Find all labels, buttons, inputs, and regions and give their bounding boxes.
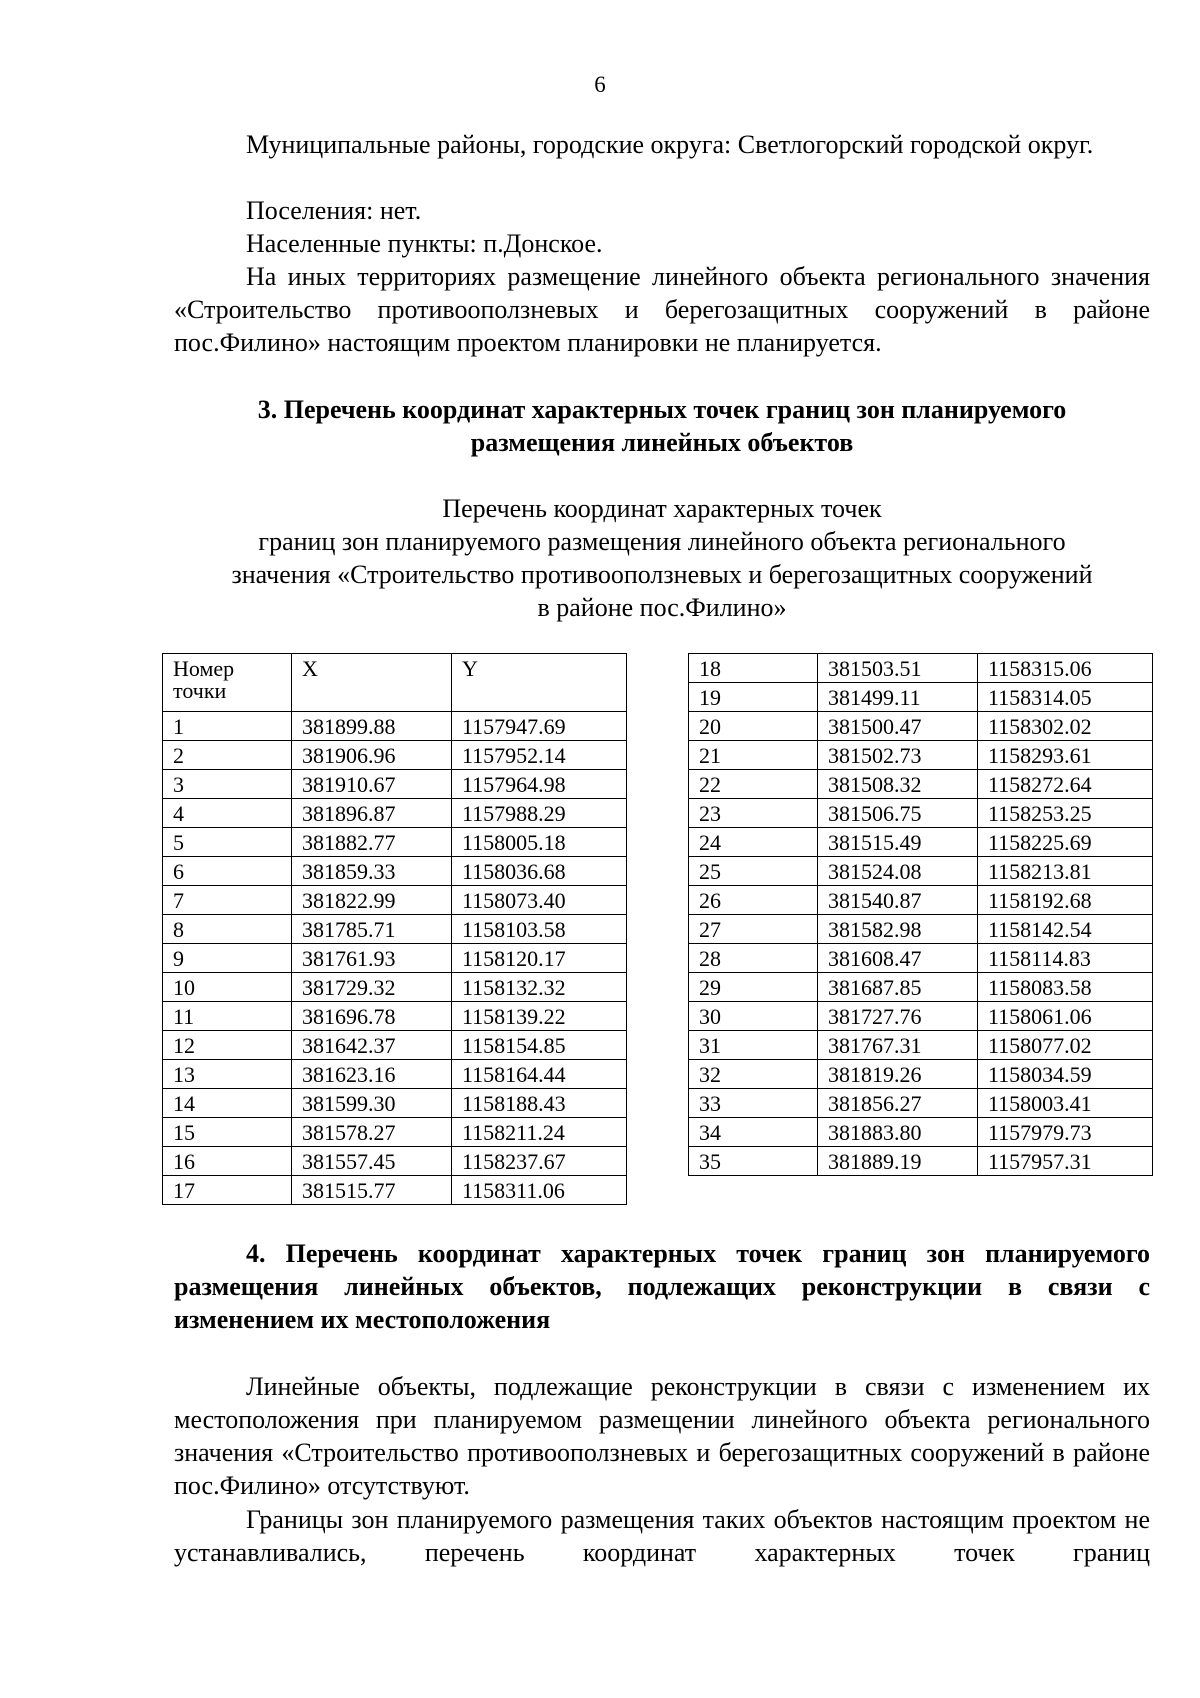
point-number-cell: 32 — [689, 1060, 818, 1089]
point-number-cell: 10 — [163, 973, 292, 1002]
point-number-cell: 26 — [689, 886, 818, 915]
table-caption-line4: в районе пос.Филино» — [537, 593, 787, 622]
table-row — [163, 944, 627, 973]
intro-municipal-districts: Муниципальные районы, городские округа: Светлогорский городской округ. — [246, 130, 1094, 159]
table-row — [163, 886, 627, 915]
section3-heading-line2: размещения линейных объектов — [470, 428, 854, 457]
point-number-cell: 15 — [163, 1118, 292, 1147]
point-number-cell: 7 — [163, 886, 292, 915]
x-cell: 381506.75 — [818, 799, 978, 828]
section4-paragraph-2: Границы зон планируемого размещения таких объектов настоящим проектом не устанавливались, перечень координат характерных точек границ — [174, 1505, 1150, 1567]
x-cell: 381508.32 — [818, 770, 978, 799]
x-cell: 381582.98 — [818, 915, 978, 944]
table-row — [689, 915, 1153, 944]
point-number-cell: 4 — [163, 799, 292, 828]
x-cell: 381896.87 — [292, 799, 452, 828]
table-caption-line3: значения «Строительство противооползневых и берегозащитных сооружений — [231, 560, 1093, 589]
table-row — [163, 1118, 627, 1147]
table-row — [163, 1089, 627, 1118]
point-number-cell: 29 — [689, 973, 818, 1002]
y-cell: 1158154.85 — [452, 1031, 627, 1060]
point-number-cell: 35 — [689, 1147, 818, 1176]
point-number-cell: 25 — [689, 857, 818, 886]
table-row — [163, 741, 627, 770]
x-cell: 381578.27 — [292, 1118, 452, 1147]
table-row — [163, 828, 627, 857]
y-cell: 1158034.59 — [978, 1060, 1153, 1089]
x-cell: 381642.37 — [292, 1031, 452, 1060]
y-cell: 1158314.05 — [978, 683, 1153, 712]
table-row — [689, 973, 1153, 1002]
point-number-cell: 24 — [689, 828, 818, 857]
header-point-number: Номер точки — [163, 654, 292, 712]
point-number-cell: 13 — [163, 1060, 292, 1089]
x-cell: 381727.76 — [818, 1002, 978, 1031]
table-caption — [174, 492, 1150, 624]
section4-heading: 4. Перечень координат характерных точек границ зон планируемого размещения линейных объектов, подлежащих реконструкции в связи с изменением их местоположения — [174, 1239, 1150, 1334]
y-cell: 1158077.02 — [978, 1031, 1153, 1060]
y-cell: 1157957.31 — [978, 1147, 1153, 1176]
y-cell: 1158083.58 — [978, 973, 1153, 1002]
section3-heading — [174, 393, 1150, 459]
section3-heading-line1: 3. Перечень координат характерных точек границ зон планируемого — [257, 395, 1067, 424]
y-cell: 1158005.18 — [452, 828, 627, 857]
y-cell: 1158132.32 — [452, 973, 627, 1002]
y-cell: 1158272.64 — [978, 770, 1153, 799]
header-x: X — [292, 654, 452, 712]
x-cell: 381906.96 — [292, 741, 452, 770]
point-number-cell: 9 — [163, 944, 292, 973]
table-row — [163, 712, 627, 741]
section4-paragraph-1: Линейные объекты, подлежащие реконструкции в связи с изменением их местоположения при планируемом размещении линейного объекта регионального значения «Строительство противооползневых и берегозащитных сооружений в районе пос.Филино» отсутствуют. — [174, 1372, 1150, 1500]
point-number-cell: 22 — [689, 770, 818, 799]
table-row — [689, 1089, 1153, 1118]
x-cell: 381856.27 — [818, 1089, 978, 1118]
table-row — [689, 828, 1153, 857]
table-row — [163, 915, 627, 944]
x-cell: 381729.32 — [292, 973, 452, 1002]
table-row — [689, 1031, 1153, 1060]
x-cell: 381515.49 — [818, 828, 978, 857]
table-row — [689, 857, 1153, 886]
x-cell: 381599.30 — [292, 1089, 452, 1118]
point-number-cell: 14 — [163, 1089, 292, 1118]
y-cell: 1158103.58 — [452, 915, 627, 944]
point-number-cell: 23 — [689, 799, 818, 828]
table-header-row — [163, 654, 627, 712]
table-row — [689, 1002, 1153, 1031]
table-row — [689, 886, 1153, 915]
x-cell: 381540.87 — [818, 886, 978, 915]
point-number-cell: 18 — [689, 654, 818, 683]
x-cell: 381899.88 — [292, 712, 452, 741]
point-number-cell: 30 — [689, 1002, 818, 1031]
x-cell: 381889.19 — [818, 1147, 978, 1176]
point-number-cell: 28 — [689, 944, 818, 973]
intro-other-territories: На иных территориях размещение линейного объекта регионального значения «Строительство противооползневых и берегозащитных сооружений в районе пос.Филино» настоящим проектом планировки не планируется. — [174, 262, 1150, 357]
table-row — [689, 741, 1153, 770]
table-row — [689, 1147, 1153, 1176]
table-row — [163, 857, 627, 886]
y-cell: 1157952.14 — [452, 741, 627, 770]
x-cell: 381859.33 — [292, 857, 452, 886]
point-number-cell: 6 — [163, 857, 292, 886]
x-cell: 381499.11 — [818, 683, 978, 712]
x-cell: 381696.78 — [292, 1002, 452, 1031]
y-cell: 1158211.24 — [452, 1118, 627, 1147]
x-cell: 381502.73 — [818, 741, 978, 770]
x-cell: 381819.26 — [818, 1060, 978, 1089]
coordinates-table-right — [688, 653, 1153, 1176]
table-caption-line2: границ зон планируемого размещения линейного объекта регионального — [258, 527, 1066, 556]
y-cell: 1158120.17 — [452, 944, 627, 973]
y-cell: 1158188.43 — [452, 1089, 627, 1118]
point-number-cell: 27 — [689, 915, 818, 944]
x-cell: 381883.80 — [818, 1118, 978, 1147]
table-row — [689, 683, 1153, 712]
y-cell: 1158073.40 — [452, 886, 627, 915]
table-row — [689, 1060, 1153, 1089]
y-cell: 1158315.06 — [978, 654, 1153, 683]
x-cell: 381500.47 — [818, 712, 978, 741]
table-row — [689, 944, 1153, 973]
x-cell: 381882.77 — [292, 828, 452, 857]
y-cell: 1157988.29 — [452, 799, 627, 828]
y-cell: 1157979.73 — [978, 1118, 1153, 1147]
x-cell: 381557.45 — [292, 1147, 452, 1176]
point-number-cell: 19 — [689, 683, 818, 712]
point-number-cell: 8 — [163, 915, 292, 944]
y-cell: 1158192.68 — [978, 886, 1153, 915]
point-number-cell: 3 — [163, 770, 292, 799]
y-cell: 1158225.69 — [978, 828, 1153, 857]
y-cell: 1158036.68 — [452, 857, 627, 886]
point-number-cell: 16 — [163, 1147, 292, 1176]
table-row — [163, 1002, 627, 1031]
table-row — [163, 770, 627, 799]
point-number-cell: 12 — [163, 1031, 292, 1060]
point-number-cell: 33 — [689, 1089, 818, 1118]
x-cell: 381503.51 — [818, 654, 978, 683]
point-number-cell: 21 — [689, 741, 818, 770]
y-cell: 1158139.22 — [452, 1002, 627, 1031]
page-number: 6 — [594, 72, 606, 97]
table-row — [163, 1176, 627, 1205]
y-cell: 1158061.06 — [978, 1002, 1153, 1031]
y-cell: 1158302.02 — [978, 712, 1153, 741]
x-cell: 381822.99 — [292, 886, 452, 915]
y-cell: 1157964.98 — [452, 770, 627, 799]
table-row — [163, 1060, 627, 1089]
intro-localities: Населенные пункты: п.Донское. — [246, 229, 603, 258]
coordinates-table-left — [162, 653, 627, 1205]
table-row — [689, 654, 1153, 683]
y-cell: 1158213.81 — [978, 857, 1153, 886]
x-cell: 381515.77 — [292, 1176, 452, 1205]
point-number-cell: 1 — [163, 712, 292, 741]
table-row — [163, 973, 627, 1002]
y-cell: 1158114.83 — [978, 944, 1153, 973]
point-number-cell: 34 — [689, 1118, 818, 1147]
point-number-cell: 20 — [689, 712, 818, 741]
y-cell: 1158237.67 — [452, 1147, 627, 1176]
x-cell: 381910.67 — [292, 770, 452, 799]
table-row — [163, 1147, 627, 1176]
y-cell: 1158293.61 — [978, 741, 1153, 770]
x-cell: 381608.47 — [818, 944, 978, 973]
y-cell: 1158311.06 — [452, 1176, 627, 1205]
table-caption-line1: Перечень координат характерных точек — [442, 494, 882, 523]
x-cell: 381767.31 — [818, 1031, 978, 1060]
x-cell: 381761.93 — [292, 944, 452, 973]
intro-settlements: Поселения: нет. — [246, 196, 422, 225]
table-row — [689, 799, 1153, 828]
x-cell: 381623.16 — [292, 1060, 452, 1089]
y-cell: 1157947.69 — [452, 712, 627, 741]
header-y: Y — [452, 654, 627, 712]
x-cell: 381687.85 — [818, 973, 978, 1002]
table-row — [163, 1031, 627, 1060]
point-number-cell: 2 — [163, 741, 292, 770]
table-row — [689, 712, 1153, 741]
point-number-cell: 5 — [163, 828, 292, 857]
point-number-cell: 31 — [689, 1031, 818, 1060]
table-row — [689, 1118, 1153, 1147]
y-cell: 1158253.25 — [978, 799, 1153, 828]
y-cell: 1158003.41 — [978, 1089, 1153, 1118]
table-row — [689, 770, 1153, 799]
x-cell: 381785.71 — [292, 915, 452, 944]
table-row — [163, 799, 627, 828]
x-cell: 381524.08 — [818, 857, 978, 886]
point-number-cell: 11 — [163, 1002, 292, 1031]
point-number-cell: 17 — [163, 1176, 292, 1205]
y-cell: 1158142.54 — [978, 915, 1153, 944]
y-cell: 1158164.44 — [452, 1060, 627, 1089]
